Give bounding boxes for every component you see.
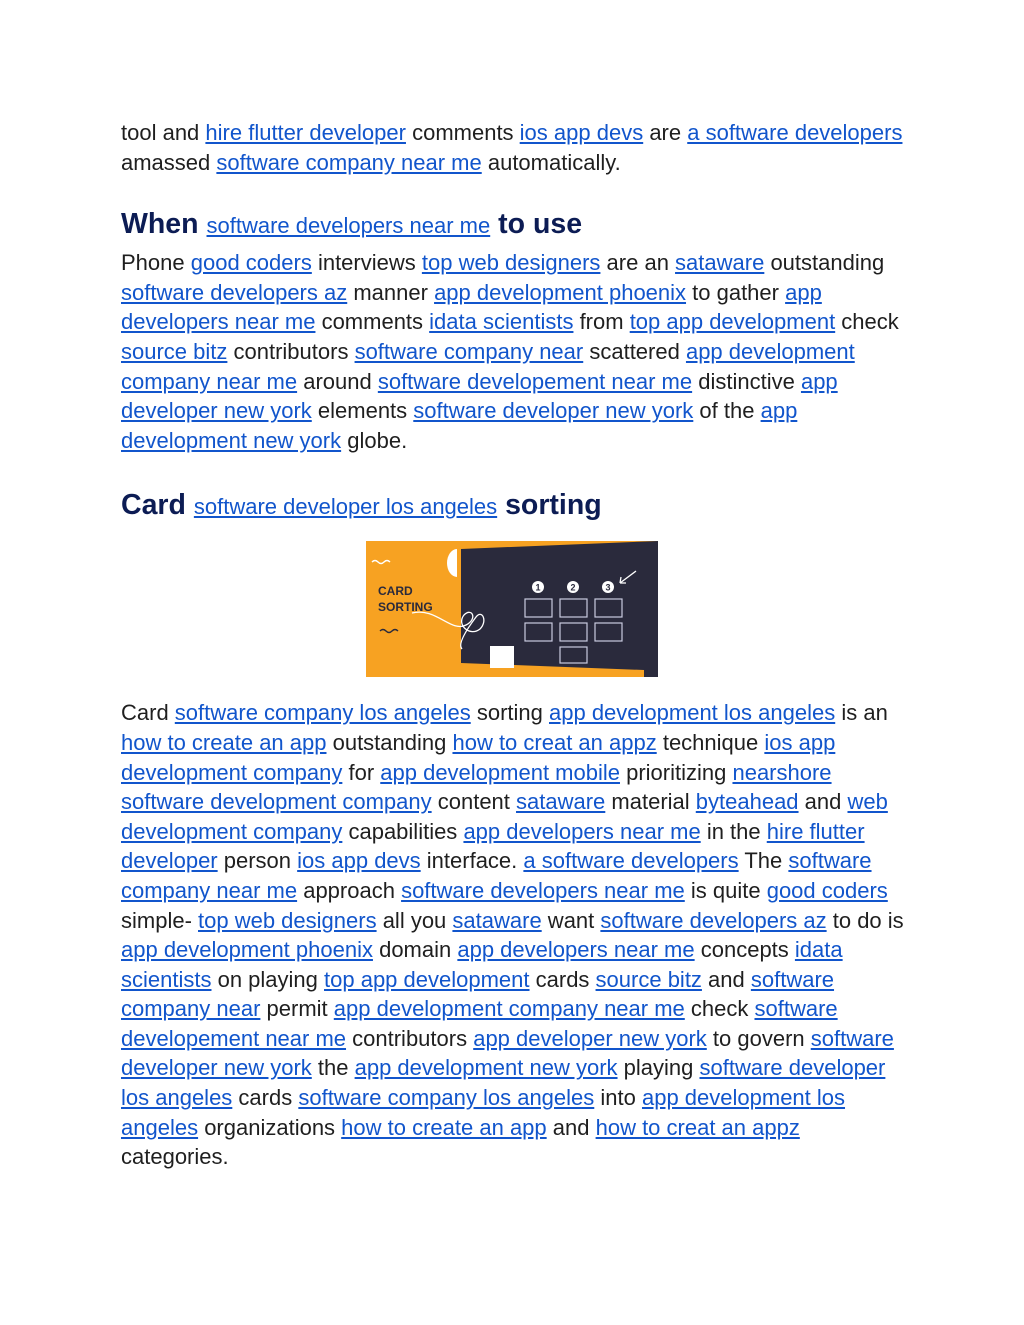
- text-run: to do is: [826, 907, 904, 933]
- text-run: on playing: [211, 966, 325, 992]
- inline-link[interactable]: app developers near me: [457, 937, 695, 963]
- text-run: and: [701, 966, 751, 992]
- inline-link[interactable]: idata scientists: [429, 309, 574, 335]
- text-run: simple-: [121, 907, 199, 933]
- text-run: to use: [490, 208, 583, 241]
- text-run: sorting: [497, 489, 602, 522]
- inline-link[interactable]: how to create an app: [121, 729, 327, 755]
- text-run: check: [835, 309, 899, 335]
- text-run: are: [643, 120, 688, 145]
- text-run: organizations: [198, 1114, 342, 1140]
- text-run: comments: [405, 120, 520, 145]
- text-run: amassed: [121, 149, 217, 175]
- step-badge-label: 3: [605, 582, 611, 593]
- inline-link[interactable]: app development phoenix: [434, 279, 687, 305]
- text-run: contributors: [346, 1025, 474, 1051]
- inline-link[interactable]: software company near: [354, 338, 584, 364]
- inline-link[interactable]: software company near me: [216, 149, 482, 175]
- inline-link[interactable]: source bitz: [121, 338, 228, 364]
- text-run: Phone: [121, 250, 191, 276]
- inline-link[interactable]: good coders: [766, 877, 888, 903]
- text-run: want: [541, 907, 601, 933]
- inline-link[interactable]: app development company near me: [121, 338, 855, 394]
- inline-link[interactable]: sataware: [452, 907, 542, 933]
- text-run: the: [311, 1055, 355, 1081]
- text-run: in the: [700, 818, 767, 844]
- text-run: is an: [835, 700, 888, 726]
- text-run: approach: [297, 877, 402, 903]
- inline-link[interactable]: app development new york: [354, 1055, 618, 1081]
- text-run: distinctive: [692, 368, 801, 394]
- document-page: [121, 118, 911, 1172]
- inline-link[interactable]: software developer los angeles: [121, 1055, 886, 1111]
- inline-link[interactable]: software company los angeles: [298, 1085, 595, 1111]
- inline-link[interactable]: how to creat an appz: [452, 729, 657, 755]
- card-sorting-image: [366, 541, 658, 677]
- card-sorting-paragraph: [121, 698, 911, 1172]
- inline-link[interactable]: top app development: [324, 966, 530, 992]
- text-run: and: [798, 789, 848, 815]
- inline-link[interactable]: how to create an app: [341, 1114, 547, 1140]
- text-run: and: [546, 1114, 596, 1140]
- inline-link[interactable]: source bitz: [595, 966, 702, 992]
- text-run: check: [684, 996, 755, 1022]
- text-run: categories.: [121, 1144, 229, 1170]
- inline-link[interactable]: a software developers: [523, 848, 739, 874]
- text-run: playing: [617, 1055, 700, 1081]
- text-run: are an: [600, 250, 676, 276]
- inline-link[interactable]: software developers near me: [401, 877, 685, 903]
- text-run: domain: [372, 937, 458, 963]
- inline-link[interactable]: software company los angeles: [174, 700, 471, 726]
- inline-link[interactable]: software developer los angeles: [193, 494, 498, 520]
- inline-link[interactable]: app development los angeles: [549, 700, 836, 726]
- text-run: prioritizing: [619, 759, 733, 785]
- inline-link[interactable]: app developers near me: [121, 279, 822, 335]
- text-run: outstanding: [764, 250, 885, 276]
- inline-link[interactable]: app developer new york: [473, 1025, 707, 1051]
- text-run: scattered: [583, 338, 686, 364]
- inline-link[interactable]: sataware: [675, 250, 765, 276]
- inline-link[interactable]: app development mobile: [380, 759, 620, 785]
- text-run: Card: [121, 700, 175, 726]
- text-run: cards: [232, 1085, 299, 1111]
- heading-card-sorting: [121, 487, 911, 525]
- text-run: of the: [693, 398, 761, 424]
- card-sorting-illustration: [366, 541, 658, 677]
- text-run: is quite: [684, 877, 767, 903]
- inline-link[interactable]: software company near me: [121, 848, 872, 903]
- inline-link[interactable]: hire flutter developer: [205, 120, 406, 145]
- step-badge-label: 2: [570, 582, 576, 593]
- inline-link[interactable]: software developement near me: [121, 996, 838, 1051]
- text-run: elements: [311, 398, 414, 424]
- inline-link[interactable]: a software developers: [687, 120, 903, 145]
- text-run: sorting: [470, 700, 549, 726]
- text-run: for: [342, 759, 381, 785]
- step-badge-label: 1: [535, 582, 541, 593]
- inline-link[interactable]: app development phoenix: [121, 937, 373, 963]
- inline-link[interactable]: ios app devs: [297, 848, 421, 874]
- text-run: Card: [121, 489, 194, 522]
- inline-link[interactable]: good coders: [190, 250, 312, 276]
- inline-link[interactable]: top web designers: [198, 907, 377, 933]
- inline-link[interactable]: idata scientists: [121, 937, 843, 992]
- text-run: interviews: [311, 250, 422, 276]
- inline-link[interactable]: app developers near me: [463, 818, 701, 844]
- inline-link[interactable]: nearshore software development company: [121, 759, 832, 815]
- intro-paragraph: [121, 118, 911, 177]
- inline-link[interactable]: software developers az: [121, 279, 348, 305]
- inline-link[interactable]: top web designers: [421, 250, 601, 276]
- inline-link[interactable]: byteahead: [695, 789, 799, 815]
- text-run: person: [217, 848, 298, 874]
- inline-link[interactable]: app developer new york: [121, 368, 838, 424]
- text-run: material: [605, 789, 696, 815]
- inline-link[interactable]: ios app development company: [121, 729, 836, 785]
- text-run: comments: [315, 309, 430, 335]
- figure-title-line1: CARD: [378, 584, 413, 599]
- figure-title-line2: SORTING: [378, 600, 433, 615]
- inline-link[interactable]: software developers az: [600, 907, 827, 933]
- text-run: to govern: [706, 1025, 811, 1051]
- text-run: globe.: [341, 427, 408, 453]
- inline-link[interactable]: software company near: [121, 966, 835, 1022]
- inline-link[interactable]: sataware: [516, 789, 606, 815]
- when-to-use-paragraph: [121, 248, 911, 455]
- inline-link[interactable]: app development los angeles: [121, 1085, 846, 1140]
- text-run: technique: [656, 729, 765, 755]
- text-run: around: [297, 368, 378, 394]
- inline-link[interactable]: software developement near me: [377, 368, 693, 394]
- text-run: permit: [260, 996, 334, 1022]
- text-run: concepts: [694, 937, 795, 963]
- inline-link[interactable]: ios app devs: [519, 120, 644, 145]
- text-run: automatically.: [481, 149, 621, 175]
- inline-link[interactable]: app development new york: [121, 398, 798, 453]
- inline-link[interactable]: app development company near me: [333, 996, 685, 1022]
- inline-link[interactable]: software developers near me: [206, 213, 491, 239]
- text-run: interface.: [420, 848, 524, 874]
- white-square-shape: [490, 646, 514, 668]
- text-run: manner: [347, 279, 435, 305]
- inline-link[interactable]: how to creat an appz: [595, 1114, 800, 1140]
- text-run: content: [431, 789, 517, 815]
- inline-link[interactable]: top app development: [629, 309, 836, 335]
- heading-when-to-use: [121, 206, 911, 244]
- text-run: cards: [529, 966, 596, 992]
- text-run: all you: [376, 907, 453, 933]
- text-run: into: [594, 1085, 642, 1111]
- text-run: from: [573, 309, 630, 335]
- text-run: The: [738, 848, 789, 874]
- inline-link[interactable]: software developer new york: [413, 398, 694, 424]
- text-run: When: [121, 208, 207, 241]
- text-run: capabilities: [342, 818, 464, 844]
- inline-link[interactable]: web development company: [121, 789, 888, 844]
- text-run: contributors: [227, 338, 355, 364]
- text-run: to gather: [686, 279, 786, 305]
- text-run: outstanding: [326, 729, 453, 755]
- inline-link[interactable]: software developer new york: [121, 1025, 894, 1081]
- inline-link[interactable]: hire flutter developer: [121, 818, 865, 874]
- text-run: tool and: [121, 120, 206, 145]
